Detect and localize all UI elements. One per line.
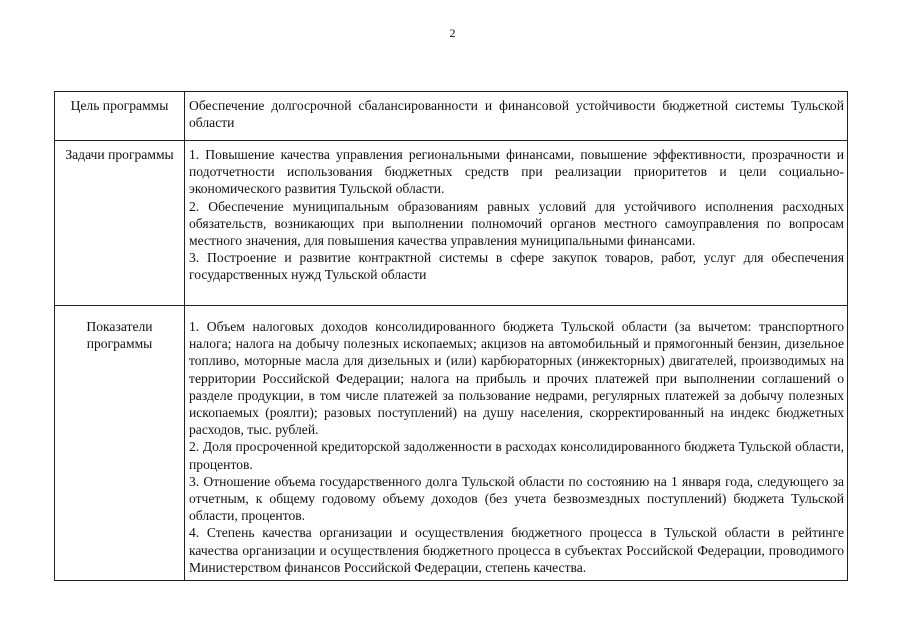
program-tasks-label: Задачи программы (55, 141, 185, 306)
program-passport-table (54, 91, 848, 581)
table-row-program-indicators (55, 306, 848, 581)
table-row-program-tasks (55, 141, 848, 306)
program-indicators-label: Показатели программы (55, 306, 185, 581)
table-row-program-goal (55, 92, 848, 141)
program-indicators-content (185, 306, 848, 581)
program-indicator-item: 3. Отношение объема государственного долга Тульской области по состоянию на 1 января года, следующего за отчетным, к общему годовому объему доходов (без учета безвозмездных поступлений) бюджета Тульской области, процентов. (189, 473, 844, 524)
program-task-item: 2. Обеспечение муниципальным образованиям равных условий для устойчивого исполнения расходных обязательств, возникающих при выполнении полномочий органов местного самоуправления по вопросам местного значения, для повышения качества управления муниципальными финансами. (189, 198, 844, 249)
program-indicator-item: 2. Доля просроченной кредиторской задолженности в расходах консолидированного бюджета Тульской области, процентов. (189, 439, 844, 472)
program-goal-content (185, 92, 848, 141)
program-task-item: 1. Повышение качества управления региональными финансами, повышение эффективности, прозрачности и подотчетности использования бюджетных средств при реализации приоритетов и цели социально-экономического развития Тульской области. (189, 147, 844, 197)
program-tasks-content (185, 141, 848, 306)
program-indicator-item: 4. Степень качества организации и осуществления бюджетного процесса в Тульской области в рейтинге качества организации и осуществления бюджетного процесса в субъектах Российской Федерации, проводимого Министерством финансов Российской Федерации, степень качества. (189, 525, 844, 575)
program-indicator-item: 1. Объем налоговых доходов консолидированного бюджета Тульской области (за вычетом: транспортного налога; налога на добычу полезных ископаемых; акцизов на автомобильный и прямогонный бензин, дизельное топливо, моторные масла для дизельных и (или) карбюраторных (инжекторных) двигателей, производимых на территории Российской Федерации; налога на прибыль и прочих платежей при выполнении соглашений о разделе продукции, в том числе платежей за пользование недрами, регулярных платежей за добычу полезных ископаемых (роялти); разовых поступлений) на душу населения, скорректированный на индекс бюджетных расходов, тыс. рублей. (189, 319, 844, 438)
program-goal-text: Обеспечение долгосрочной сбалансированности и финансовой устойчивости бюджетной системы Тульской области (189, 98, 844, 131)
program-task-item: 3. Построение и развитие контрактной системы в сфере закупок товаров, работ, услуг для обеспечения государственных нужд Тульской области (189, 250, 844, 283)
program-goal-label: Цель программы (55, 92, 185, 141)
page-number: 2 (449, 26, 456, 40)
